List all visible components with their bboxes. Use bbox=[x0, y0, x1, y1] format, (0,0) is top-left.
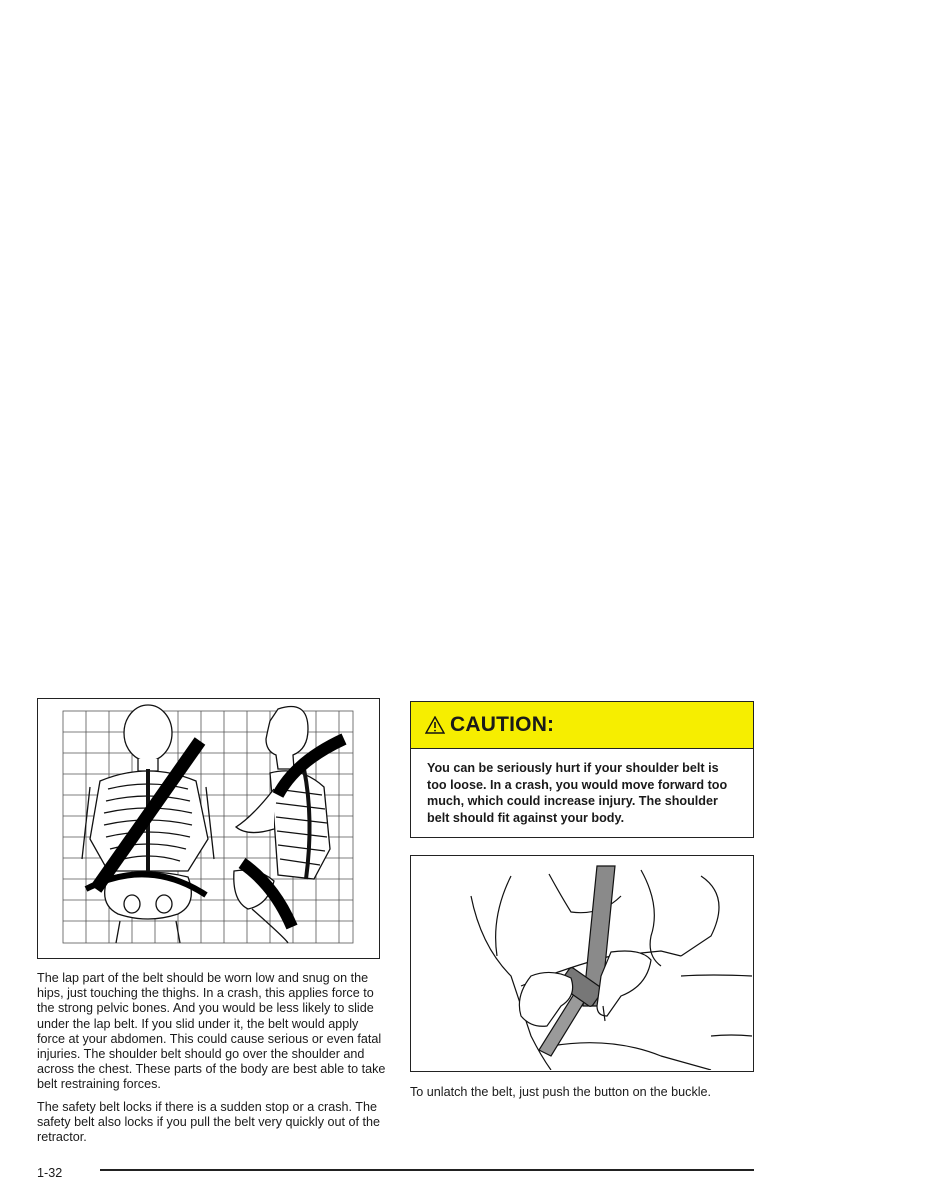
buckle-illustration bbox=[411, 856, 752, 1070]
caution-box bbox=[410, 701, 754, 838]
warning-triangle-icon bbox=[425, 716, 445, 734]
buckle-figure bbox=[410, 855, 754, 1072]
page-number: 1-32 bbox=[37, 1166, 63, 1180]
skeleton-belt-figure bbox=[37, 698, 380, 959]
caution-text: You can be seriously hurt if your shoulder belt is too loose. In a crash, you would move forward too much, which could increase injury. The shoulder belt should fit against your body. bbox=[427, 761, 728, 825]
caution-title: CAUTION: bbox=[450, 713, 555, 736]
belt-webbing bbox=[539, 866, 615, 1056]
skeleton-belt-illustration bbox=[38, 699, 378, 957]
lap-belt-paragraph: The lap part of the belt should be worn low and snug on the hips, just touching the thighs. In a crash, this applies force to the strong pelvic bones. And you would be less likely to slide under the lap belt. If you slid under it, the belt would apply force at your abdomen. This could cause serious or even fatal injuries. The shoulder belt should go over the shoulder and across the chest. These parts of the body are best able to take belt restraining forces. bbox=[37, 971, 386, 1092]
belt-lock-paragraph: The safety belt locks if there is a sudden stop or a crash. The safety belt also locks if you pull the belt very quickly out of the retractor. bbox=[37, 1100, 381, 1145]
unlatch-paragraph: To unlatch the belt, just push the button on the buckle. bbox=[410, 1085, 712, 1099]
footer-rule bbox=[100, 1169, 754, 1171]
caution-header bbox=[411, 702, 753, 749]
